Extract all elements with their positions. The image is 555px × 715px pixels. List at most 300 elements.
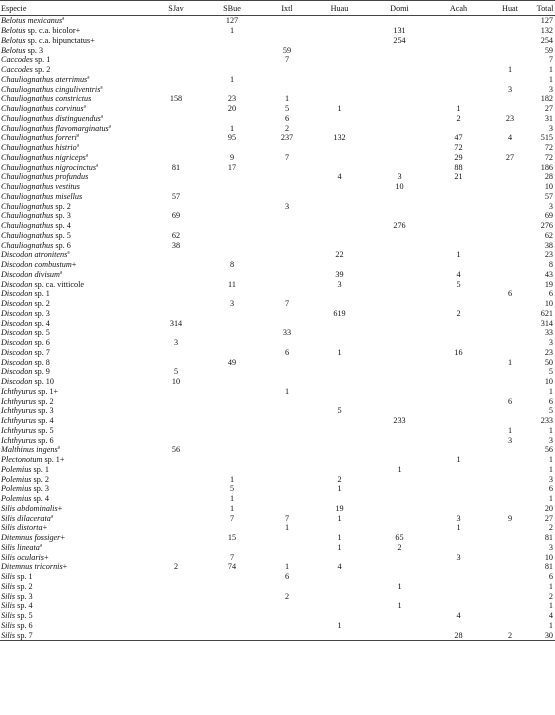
count-cell [367, 445, 432, 455]
count-cell [485, 75, 535, 85]
count-cell [150, 250, 202, 260]
species-epithet: sp. 6 [17, 620, 33, 630]
count-cell [202, 172, 262, 182]
plus-mark: + [90, 35, 95, 45]
superscript-mark: a [50, 513, 54, 519]
count-cell [262, 26, 312, 36]
count-cell: 158 [169, 94, 183, 104]
species-epithet: sp. 4 [34, 318, 50, 328]
count-cell [432, 416, 485, 426]
superscript-mark: a [96, 162, 99, 168]
table-row [0, 591, 555, 601]
count-cell [367, 318, 432, 328]
count-cell [367, 55, 432, 65]
count-cell [312, 123, 367, 133]
count-cell: 1 [507, 357, 513, 367]
count-cell: 1 [284, 94, 290, 104]
total-cell: 56 [544, 445, 553, 455]
count-cell: 276 [393, 221, 406, 231]
count-cell [485, 299, 535, 309]
table-row [0, 387, 555, 397]
count-cell [150, 65, 202, 75]
count-cell [432, 231, 485, 241]
count-cell [432, 474, 485, 484]
count-cell [432, 504, 485, 514]
count-cell [202, 406, 262, 416]
count-cell [150, 387, 202, 397]
count-cell: 7 [229, 513, 235, 523]
count-cell [432, 377, 485, 387]
superscript-mark: a [57, 445, 60, 451]
count-cell: 5 [337, 406, 342, 416]
table-row [0, 299, 555, 309]
count-cell [262, 36, 312, 46]
genus-name: Chauliognathus [1, 133, 54, 143]
table-row [0, 279, 555, 289]
count-cell [150, 611, 202, 621]
count-cell [312, 16, 367, 26]
table-row [0, 75, 555, 85]
count-cell [312, 426, 367, 436]
count-cell: 1 [397, 601, 402, 611]
total-cell: 6 [548, 289, 553, 299]
count-cell [312, 396, 367, 406]
total-cell: 23 [544, 347, 553, 357]
species-name-cell [0, 513, 150, 523]
count-cell [262, 270, 312, 280]
species-name-cell [0, 192, 150, 202]
table-row [0, 133, 555, 143]
count-cell: 1 [337, 347, 342, 357]
header-huau: Huau [312, 1, 367, 16]
table-row [0, 182, 555, 192]
genus-name: Chauliognathus [1, 152, 54, 162]
species-name-cell [0, 143, 150, 153]
plus-mark: + [59, 455, 65, 465]
count-cell [150, 494, 202, 504]
species-epithet: distinguendus [55, 113, 101, 123]
count-cell [202, 338, 262, 348]
count-cell: 65 [395, 533, 404, 543]
species-name-cell [0, 211, 150, 221]
species-epithet: sp. 3 [27, 45, 44, 55]
count-cell [262, 260, 312, 270]
count-cell [202, 36, 262, 46]
species-name-cell [0, 562, 150, 572]
count-cell: 20 [227, 104, 237, 114]
count-cell [150, 221, 202, 231]
count-cell [485, 201, 535, 211]
count-cell [485, 465, 535, 475]
count-cell [312, 114, 367, 124]
superscript-mark: a [76, 133, 80, 139]
species-epithet: sp. c.a. bicolor [27, 26, 76, 36]
total-cell: 6 [548, 396, 553, 406]
species-epithet: forreri [55, 133, 77, 143]
count-cell [202, 621, 262, 631]
count-cell: 27 [505, 152, 515, 162]
total-cell: 621 [540, 308, 553, 318]
count-cell [150, 426, 202, 436]
total-cell: 6 [548, 484, 553, 494]
table-row [0, 562, 555, 572]
table-row [0, 630, 555, 640]
count-cell [202, 143, 262, 153]
species-name-cell [0, 348, 150, 358]
species-epithet: mexicanus [27, 16, 63, 26]
total-cell: 1 [548, 455, 553, 465]
species-epithet: sp. 4 [38, 416, 54, 426]
count-cell [262, 172, 312, 182]
total-cell: 7 [548, 55, 553, 65]
count-cell [485, 582, 535, 592]
count-cell [262, 192, 312, 202]
count-cell [312, 377, 367, 387]
species-name-cell [0, 572, 150, 582]
species-name-cell [0, 523, 150, 533]
count-cell [485, 572, 535, 582]
count-cell: 254 [393, 35, 406, 45]
count-cell [312, 582, 367, 592]
count-cell [202, 289, 262, 299]
count-cell [262, 455, 312, 465]
plus-mark: + [44, 552, 49, 562]
count-cell [202, 435, 262, 445]
species-name-cell [0, 445, 150, 455]
count-cell [150, 348, 202, 358]
genus-name: Discodon [1, 328, 33, 338]
genus-name: Discodon [1, 367, 33, 377]
count-cell [150, 630, 202, 640]
count-cell [262, 231, 312, 241]
superscript-mark: a [62, 16, 65, 22]
count-cell [432, 406, 485, 416]
count-cell [367, 484, 432, 494]
species-name-cell [0, 250, 150, 260]
genus-name: Chauliognathus [1, 113, 54, 123]
count-cell [150, 299, 202, 309]
species-epithet: sp. 4 [33, 494, 49, 504]
superscript-mark: a [39, 543, 43, 549]
species-epithet: nigriceps [55, 152, 86, 162]
count-cell [262, 240, 312, 250]
count-cell [367, 104, 432, 114]
count-cell: 4 [337, 562, 342, 572]
count-cell: 2 [397, 542, 402, 552]
species-epithet: sp. 6 [38, 435, 54, 445]
count-cell [202, 543, 262, 553]
table-row [0, 474, 555, 484]
count-cell [202, 465, 262, 475]
genus-name: Ichthyurus [1, 386, 37, 396]
genus-name: Chauliognathus [1, 162, 54, 172]
genus-name: Chauliognathus [1, 240, 54, 250]
count-cell: 1 [397, 464, 402, 474]
species-name-cell [0, 75, 150, 85]
count-cell: 28 [432, 630, 485, 640]
count-cell [312, 75, 367, 85]
count-cell: 22 [335, 250, 344, 260]
species-epithet: corvinus [55, 104, 84, 114]
count-cell [150, 55, 202, 65]
count-cell [485, 474, 535, 484]
genus-name: Discodon [1, 357, 33, 367]
species-name-cell [0, 426, 150, 436]
table-row [0, 601, 555, 611]
count-cell [367, 435, 432, 445]
species-epithet: sp. 7 [34, 347, 50, 357]
species-name-cell [0, 504, 150, 514]
count-cell [262, 416, 312, 426]
count-cell [150, 309, 202, 319]
count-cell [150, 270, 202, 280]
count-cell: 7 [284, 299, 290, 309]
count-cell [485, 55, 535, 65]
count-cell [367, 562, 432, 572]
count-cell [432, 45, 485, 55]
species-name-cell [0, 309, 150, 319]
genus-name: Discodon [1, 260, 33, 270]
count-cell: 47 [454, 133, 463, 143]
superscript-mark: a [108, 123, 111, 129]
table-row [0, 416, 555, 426]
count-cell: 3 [337, 279, 342, 289]
count-cell [150, 182, 202, 192]
count-cell [262, 504, 312, 514]
genus-name: Silis [1, 601, 16, 611]
total-cell: 276 [540, 221, 553, 231]
count-cell [202, 601, 262, 611]
total-cell: 182 [540, 94, 553, 104]
count-cell: 4 [456, 269, 461, 279]
count-cell [432, 543, 485, 553]
genus-name: Silis [1, 620, 16, 630]
table-row [0, 396, 555, 406]
table-row [0, 377, 555, 387]
count-cell [485, 543, 535, 553]
count-cell [312, 162, 367, 172]
count-cell [202, 348, 262, 358]
count-cell: 7 [284, 513, 290, 523]
species-epithet: atronitens [34, 250, 68, 260]
count-cell: 21 [454, 172, 463, 182]
count-cell: 29 [454, 152, 463, 162]
table-row [0, 572, 555, 582]
species-name-cell [0, 455, 150, 465]
count-cell [432, 357, 485, 367]
total-cell: 2 [548, 523, 553, 533]
header-especie: Especie [0, 1, 150, 16]
genus-name: Discodon [1, 250, 33, 260]
species-epithet: sp. 2 [38, 396, 54, 406]
total-cell: 1 [548, 620, 553, 630]
table-row [0, 55, 555, 65]
count-cell [262, 630, 312, 640]
count-cell: 2 [173, 562, 179, 572]
count-cell [485, 406, 535, 416]
count-cell [262, 396, 312, 406]
count-cell [432, 387, 485, 397]
genus-name: Discodon [1, 318, 33, 328]
count-cell [485, 621, 535, 631]
species-epithet: sp. 1 [17, 572, 33, 582]
count-cell: 19 [335, 503, 344, 513]
superscript-mark: a [85, 153, 89, 159]
count-cell [202, 192, 262, 202]
total-cell: 57 [544, 191, 553, 201]
count-cell [262, 143, 312, 153]
count-cell [485, 36, 535, 46]
count-cell: 1 [456, 455, 461, 465]
species-epithet: profundus [55, 172, 89, 182]
species-name-cell [0, 114, 150, 124]
total-cell: 28 [544, 172, 553, 182]
table-row [0, 504, 555, 514]
count-cell [485, 279, 535, 289]
count-cell [432, 65, 485, 75]
count-cell: 6 [507, 289, 513, 299]
total-cell: 3 [548, 338, 553, 348]
count-cell [367, 513, 432, 523]
species-epithet: sp. 1 [33, 464, 49, 474]
total-cell: 1 [548, 425, 553, 435]
total-cell: 50 [544, 357, 553, 367]
species-epithet: sp. c.a. bipunctatus [27, 35, 91, 45]
genus-name: Silis [1, 523, 16, 533]
species-name-cell [0, 543, 150, 553]
count-cell: 2 [337, 474, 342, 484]
count-cell [262, 75, 312, 85]
count-cell [150, 601, 202, 611]
count-cell: 1 [229, 123, 235, 133]
superscript-mark: a [87, 75, 90, 81]
species-name-cell [0, 84, 150, 94]
count-cell [202, 572, 262, 582]
count-cell: 57 [171, 191, 181, 201]
species-epithet: sp. 1 [44, 455, 60, 465]
count-cell: 4 [337, 172, 342, 182]
table-row [0, 513, 555, 523]
species-epithet: sp. 7 [17, 630, 33, 640]
count-cell [150, 621, 202, 631]
table-row [0, 231, 555, 241]
count-cell: 1 [337, 104, 342, 114]
count-cell: 127 [225, 16, 239, 26]
count-cell [367, 250, 432, 260]
count-cell [312, 260, 367, 270]
count-cell [150, 533, 202, 543]
count-cell [485, 309, 535, 319]
table-row [0, 143, 555, 153]
count-cell [485, 416, 535, 426]
species-epithet: ocularis [17, 552, 44, 562]
species-name-cell [0, 289, 150, 299]
count-cell [262, 435, 312, 445]
total-cell: 233 [540, 416, 553, 426]
total-cell: 3 [548, 542, 553, 552]
species-name-cell [0, 484, 150, 494]
count-cell [202, 396, 262, 406]
count-cell [262, 552, 312, 562]
count-cell [432, 445, 485, 455]
count-cell [150, 513, 202, 523]
table-row [0, 338, 555, 348]
genus-name: Belotus [1, 35, 26, 45]
count-cell [367, 474, 432, 484]
total-cell: 10 [544, 182, 553, 192]
count-cell: 1 [229, 494, 235, 504]
count-cell: 3 [397, 172, 402, 182]
count-cell: 23 [505, 113, 515, 123]
count-cell: 233 [393, 416, 406, 426]
count-cell [202, 591, 262, 601]
table-row [0, 484, 555, 494]
total-cell: 43 [544, 269, 553, 279]
total-cell: 1 [548, 581, 553, 591]
table-row [0, 348, 555, 358]
count-cell [367, 572, 432, 582]
count-cell [262, 367, 312, 377]
count-cell: 7 [284, 152, 290, 162]
count-cell [432, 621, 485, 631]
genus-name: Discodon [1, 289, 33, 299]
count-cell [367, 426, 432, 436]
count-cell [150, 504, 202, 514]
table-row [0, 65, 555, 75]
count-cell [262, 621, 312, 631]
species-epithet: aterrimus [55, 74, 88, 84]
species-epithet: sp. 5 [17, 611, 33, 621]
count-cell [262, 279, 312, 289]
count-cell [485, 562, 535, 572]
species-name-cell [0, 279, 150, 289]
species-epithet: cinguliventris [55, 84, 101, 94]
count-cell [367, 309, 432, 319]
total-cell: 3 [548, 84, 553, 94]
species-name-cell [0, 416, 150, 426]
species-name-cell [0, 465, 150, 475]
count-cell [367, 611, 432, 621]
count-cell [485, 26, 535, 36]
count-cell [485, 601, 535, 611]
count-cell [150, 582, 202, 592]
count-cell [367, 133, 432, 143]
table-row [0, 523, 555, 533]
count-cell [312, 572, 367, 582]
species-name-cell [0, 104, 150, 114]
plus-mark: + [42, 523, 48, 533]
count-cell [312, 416, 367, 426]
species-epithet: ingens [36, 445, 58, 455]
species-name-cell [0, 533, 150, 543]
total-cell: 186 [540, 162, 553, 172]
count-cell [432, 465, 485, 475]
count-cell [485, 533, 535, 543]
count-cell [485, 250, 535, 260]
genus-name: Ichthyurus [1, 406, 37, 416]
count-cell [150, 328, 202, 338]
count-cell [312, 601, 367, 611]
count-cell [485, 387, 535, 397]
count-cell [202, 387, 262, 397]
count-cell [312, 94, 367, 104]
count-cell [312, 523, 367, 533]
count-cell [432, 318, 485, 328]
count-cell [485, 162, 535, 172]
count-cell [367, 153, 432, 163]
count-cell [262, 182, 312, 192]
count-cell: 74 [227, 562, 237, 572]
